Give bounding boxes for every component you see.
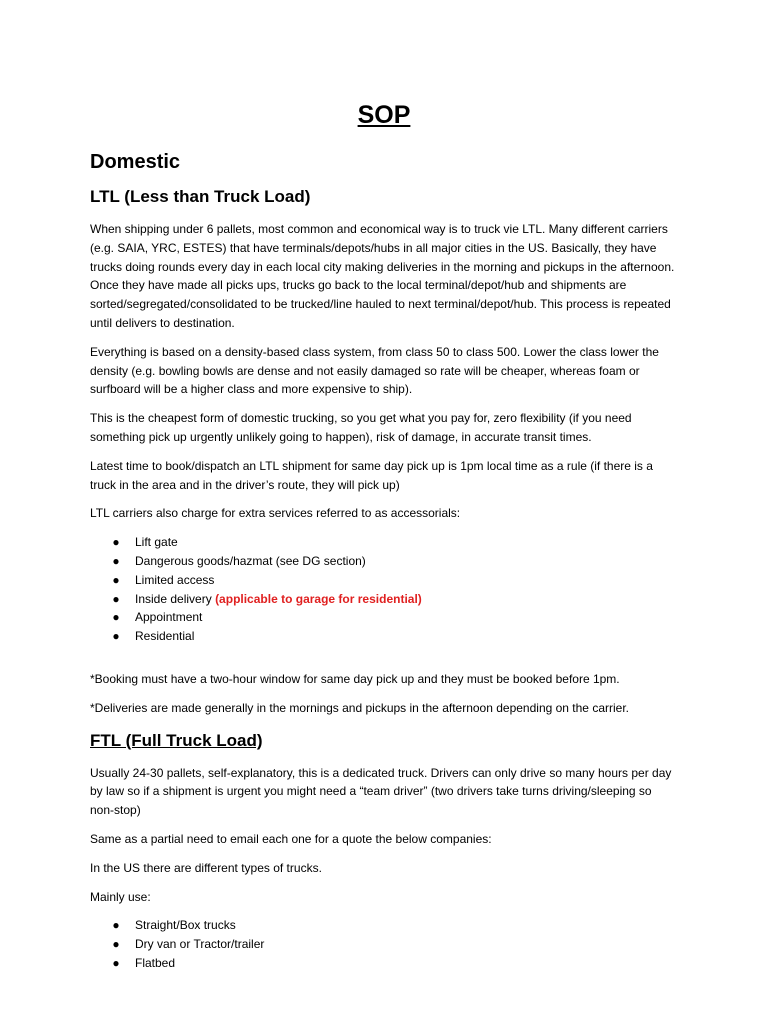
- bullet-icon: ●: [112, 629, 120, 644]
- ftl-paragraph-2: Same as a partial need to email each one for a quote the below companies:: [90, 831, 492, 846]
- list-item-label: Flatbed: [135, 955, 176, 970]
- list-item-label: Straight/Box trucks: [135, 918, 236, 933]
- ltl-paragraph-3: This is the cheapest form of domestic trucking, so you get what you pay for, zero flexibility (if you need something pick up urgently unlikely going to happen), risk of damage, in accurate transit times.: [90, 411, 632, 444]
- truck-types-list: [90, 916, 678, 972]
- ftl-paragraph-4: Mainly use:: [90, 889, 151, 904]
- list-item: [110, 590, 678, 609]
- list-item: [110, 571, 678, 590]
- list-item-label: Dangerous goods/hazmat (see DG section): [135, 553, 366, 568]
- ftl-paragraph-3: In the US there are different types of trucks.: [90, 860, 322, 875]
- bullet-icon: ●: [112, 553, 120, 568]
- ltl-note-1: *Booking must have a two-hour window for same day pick up and they must be booked before 1pm.: [90, 671, 620, 686]
- list-item-label: Dry van or Tractor/trailer: [135, 937, 265, 952]
- ltl-note-2: *Deliveries are made generally in the mornings and pickups in the afternoon depending on the carrier.: [90, 700, 629, 715]
- bullet-icon: ●: [112, 918, 120, 933]
- page-title: SOP: [357, 101, 411, 129]
- list-item: [110, 552, 678, 571]
- list-item: [110, 627, 678, 646]
- bullet-icon: ●: [112, 591, 120, 606]
- ltl-paragraph-1: When shipping under 6 pallets, most common and economical way is to truck vie LTL. Many different carriers (e.g. SAIA, YRC, ESTES) that have terminals/depots/hubs in all major cities in the US. Basically, they have trucks doing rounds every day in each local city making deliveries in the morning and pickups in the afternoon. Once they have made all picks ups, trucks go back to the local terminal/depot/hub and shipments are sorted/segregated/consolidated to be trucked/line hauled to next terminal/depot/hub. This process is repeated until delivers to destination.: [90, 222, 675, 330]
- list-item-label: Residential: [135, 629, 195, 644]
- list-item: [110, 916, 678, 935]
- list-item: [110, 935, 678, 954]
- list-item: [110, 533, 678, 552]
- bullet-icon: ●: [112, 955, 120, 970]
- section-heading-domestic: Domestic: [90, 151, 181, 173]
- ftl-paragraph-1: Usually 24-30 pallets, self-explanatory, this is a dedicated truck. Drivers can only drive so many hours per day by law so if a shipment is urgent you might need a “team driver” (two drivers take turns driving/sleeping so non-stop): [90, 765, 672, 818]
- ftl-heading: FTL (Full Truck Load): [90, 730, 263, 750]
- ltl-paragraph-5: LTL carriers also charge for extra services referred to as accessorials:: [90, 506, 461, 521]
- bullet-icon: ●: [112, 572, 120, 587]
- list-item-label: Limited access: [135, 572, 215, 587]
- ltl-paragraph-4: Latest time to book/dispatch an LTL shipment for same day pick up is 1pm local time as a rule (if there is a truck in the area and in the driver’s route, they will pick up): [90, 458, 653, 492]
- bullet-icon: ●: [112, 937, 120, 952]
- bullet-icon: ●: [112, 535, 120, 550]
- inside-delivery-note: (applicable to garage for residential): [215, 591, 422, 606]
- list-item-label: Lift gate: [135, 535, 178, 550]
- accessorials-list: [90, 533, 678, 646]
- list-item-label: Appointment: [135, 610, 203, 625]
- list-item-label: Inside delivery: [135, 591, 212, 606]
- bullet-icon: ●: [112, 610, 120, 625]
- list-item: [110, 608, 678, 627]
- ltl-heading: LTL (Less than Truck Load): [90, 187, 311, 206]
- ltl-paragraph-2: Everything is based on a density-based class system, from class 50 to class 500. Lower the class lower the density (e.g. bowling bowls are dense and not easily damaged so rate will be cheaper, whereas foam or surfboard will be a higher class and more expensive to ship).: [90, 344, 659, 397]
- list-item: [110, 954, 678, 973]
